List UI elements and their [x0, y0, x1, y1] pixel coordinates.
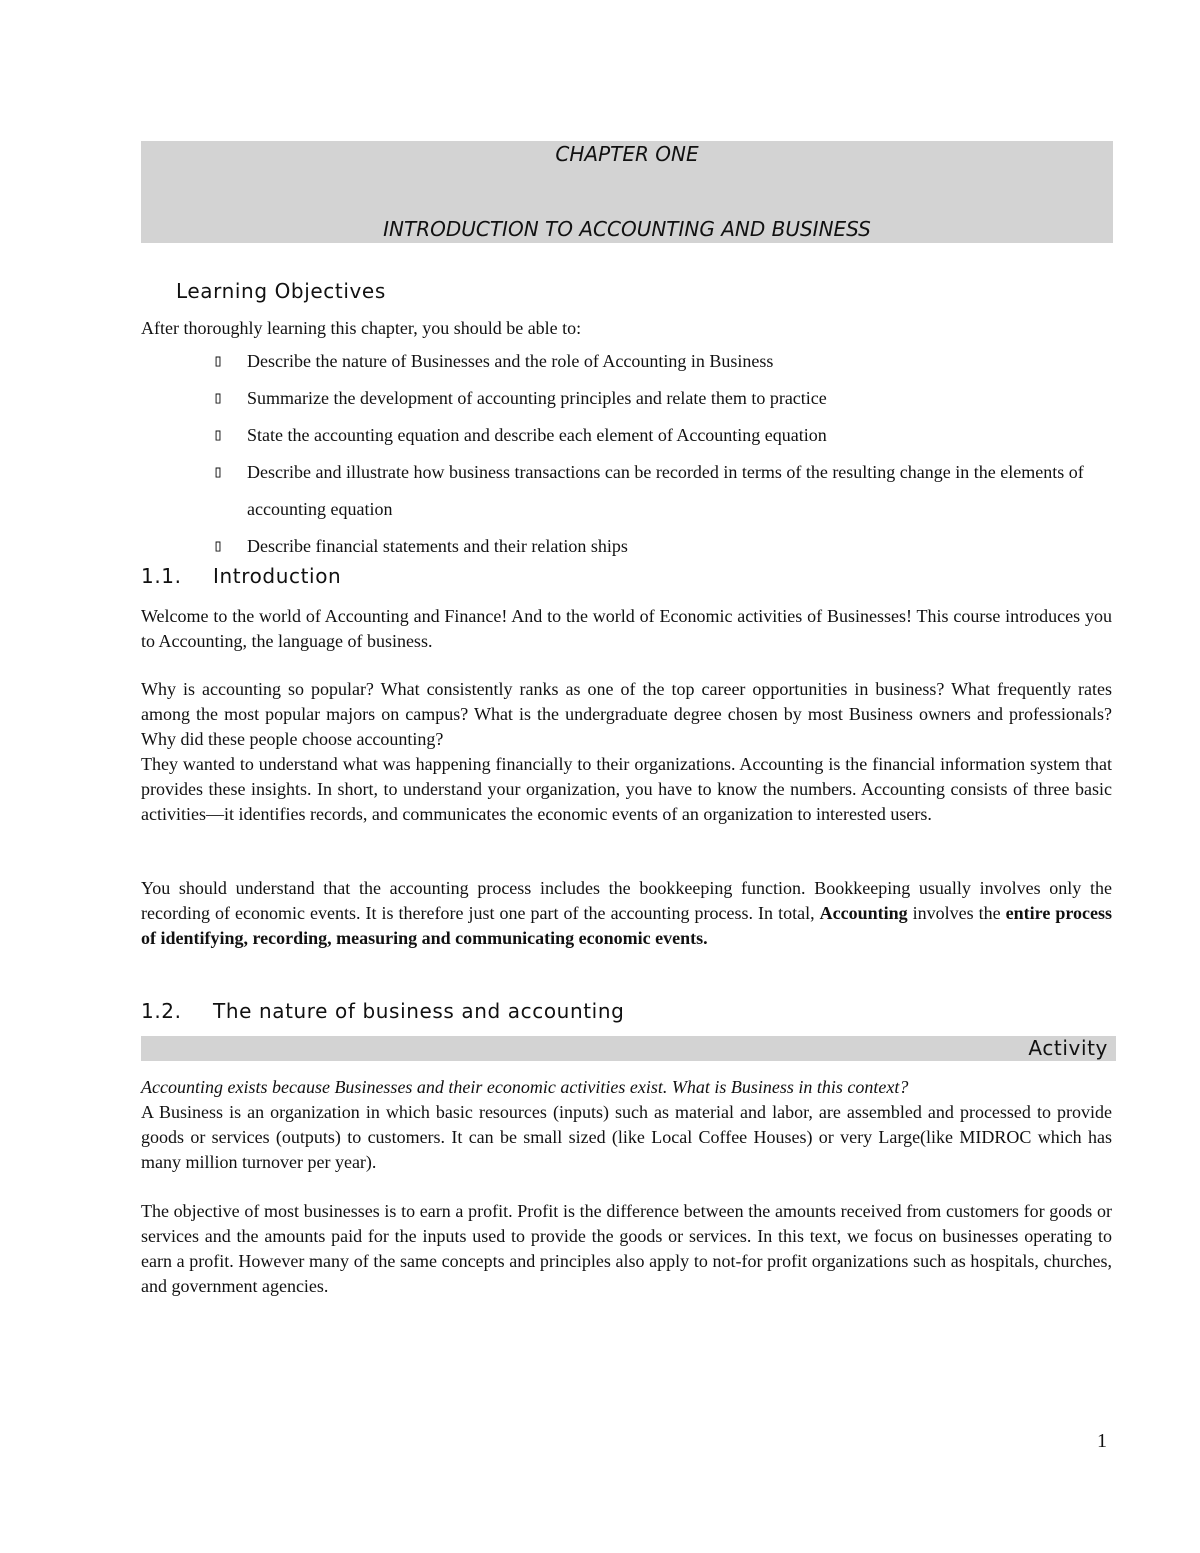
- bullet-icon: ▯: [213, 388, 224, 408]
- objective-text: Describe the nature of Businesses and the role of Accounting in Business: [247, 351, 774, 371]
- section-title: Introduction: [213, 564, 342, 588]
- list-item: [141, 528, 1116, 565]
- bullet-icon: ▯: [213, 351, 224, 371]
- objective-text: Summarize the development of accounting principles and relate them to practice: [247, 388, 827, 408]
- business-paragraph-1: A Business is an organization in which basic resources (inputs) such as material and labor, are assembled and processed to provide goods or services (outputs) to customers. It can be small sized (like Local Coffee Houses) or very Large(like MIDROC which has many million turnover per year).: [141, 1102, 1112, 1172]
- intro-paragraph-3: They wanted to understand what was happening financially to their organizations. Accounting is the financial information system that provides these insights. In short, to understand your organization, you have to know the numbers. Accounting consists of three basic activities—it identifies records, and communicates the economic events of an organization to interested users.: [141, 754, 1112, 824]
- objectives-intro: After thoroughly learning this chapter, you should be able to:: [141, 318, 582, 338]
- p4-bold-accounting: Accounting: [819, 903, 908, 923]
- list-item: [141, 417, 1116, 454]
- bullet-icon: ▯: [213, 536, 224, 556]
- p4-text-mid: involves the: [907, 903, 1006, 923]
- chapter-header-box: [141, 141, 1113, 243]
- section-heading-introduction: [141, 564, 341, 588]
- section-number: 1.2.: [141, 999, 182, 1023]
- p4-text-start: You should understand that the accounting process includes the bookkeeping function. Bookkeeping usually involves only the recording of economic events. It is therefore just one part of the accounting process. In total,: [141, 878, 1112, 923]
- objective-text: Describe and illustrate how business transactions can be recorded in terms of the resulting change in the elements of accounting equation: [247, 462, 1084, 519]
- objective-text: Describe financial statements and their relation ships: [247, 536, 628, 556]
- list-item: [141, 380, 1116, 417]
- intro-paragraph-1: Welcome to the world of Accounting and Finance! And to the world of Economic activities of Businesses! This course introduces you to Accounting, the language of business.: [141, 606, 1112, 651]
- section-number: 1.1.: [141, 564, 182, 588]
- list-item: [141, 454, 1116, 528]
- chapter-number: CHAPTER ONE: [555, 142, 699, 166]
- p4-bold-definition: entire process of identifying, recording, measuring and communicating economic events.: [141, 903, 1112, 948]
- activity-label: Activity: [1028, 1036, 1108, 1060]
- activity-bar: [141, 1036, 1116, 1061]
- bullet-icon: ▯: [213, 425, 224, 445]
- intro-paragraph-2: Why is accounting so popular? What consistently ranks as one of the top career opportunities in business? What frequently rates among the most popular majors on campus? What is the undergraduate degree chosen by most Business owners and professionals? Why did these people choose accounting?: [141, 679, 1112, 749]
- activity-question: Accounting exists because Businesses and their economic activities exist. What is Business in this context?: [141, 1077, 909, 1097]
- chapter-title: INTRODUCTION TO ACCOUNTING AND BUSINESS: [383, 217, 871, 241]
- intro-paragraph-4: [141, 876, 1112, 951]
- section-title: The nature of business and accounting: [213, 999, 625, 1023]
- section-heading-nature-of-business: [141, 999, 624, 1023]
- objectives-list: [141, 343, 1116, 565]
- business-paragraph-2: The objective of most businesses is to earn a profit. Profit is the difference between the amounts received from customers for goods or services and the amounts paid for the inputs used to provide the goods or services. In this text, we focus on businesses operating to earn a profit. However many of the same concepts and principles also apply to not-for profit organizations such as hospitals, churches, and government agencies.: [141, 1201, 1112, 1296]
- bullet-icon: ▯: [213, 462, 224, 482]
- list-item: [141, 343, 1116, 380]
- objective-text: State the accounting equation and describe each element of Accounting equation: [247, 425, 827, 445]
- learning-objectives-heading: Learning Objectives: [176, 279, 386, 303]
- page-number: 1: [1097, 1430, 1107, 1452]
